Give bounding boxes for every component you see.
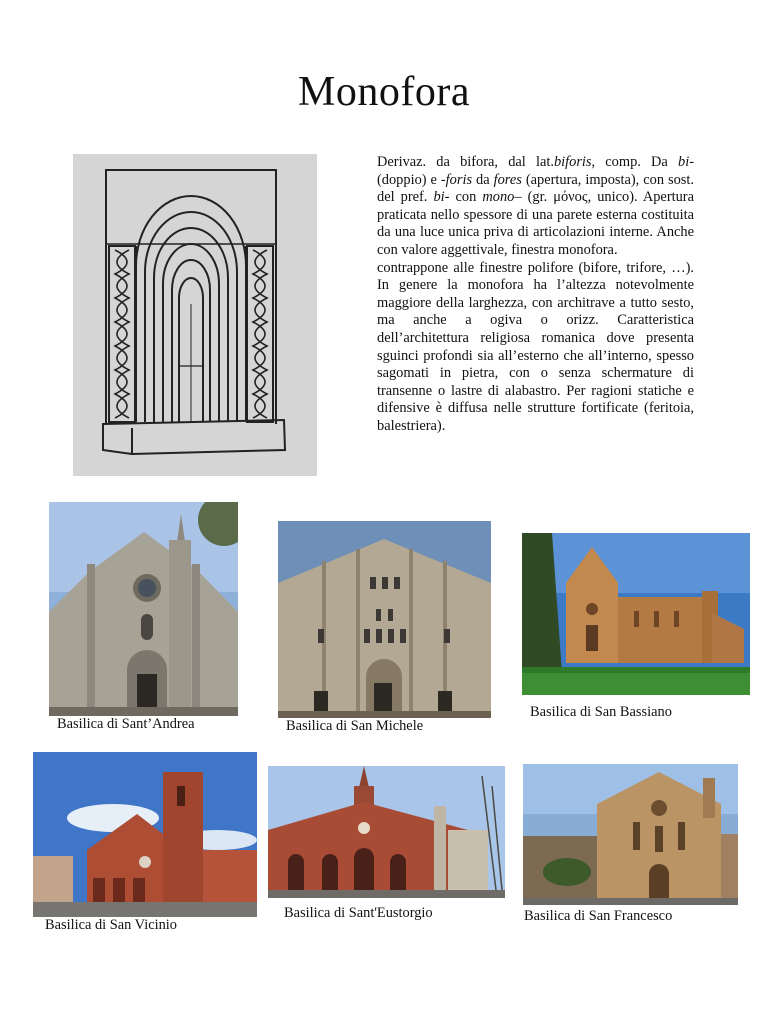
text-run: da xyxy=(472,171,494,188)
photo-san-francesco xyxy=(523,764,738,905)
photo-san-bassiano xyxy=(522,533,750,695)
description-paragraph-1 xyxy=(377,154,694,260)
description-paragraph-2: contrappone alle finestre polifore (bifore, trifore, …). In genere la monofora ha l’altezza notevolmente maggiore della larghezza, con architrave a tutto sesto, ma anche a ogiva o orizz. Caratteristica dell’architettura religiosa romanica dove presenta sguinci profondi sia all’esterno che all’interno, spesso sagomati in pietra, con o senza schermature di transenne o lastre di alabastro. Per ragioni statiche e difensive è diffusa nelle strutture fortificate (feritoia, balestriera). xyxy=(377,259,694,434)
photo-sant-andrea xyxy=(49,502,238,716)
photo-sant-eustorgio xyxy=(268,766,505,898)
photo-san-michele xyxy=(278,521,491,718)
text-run: – (gr. μόνος, unico). Apertura praticata nello spessore di una parete esterna costituita da una luce unica priva di articolazioni interne. Anche con valore aggettivale, finestra monofora. xyxy=(377,189,694,258)
text-run: Derivaz. da bifora, dal lat. xyxy=(377,154,554,170)
caption-san-bassiano: Basilica di San Bassiano xyxy=(530,704,672,720)
text-run: (doppio) e xyxy=(377,171,441,188)
italic-term: bi- xyxy=(678,154,694,170)
text-run: , comp. Da xyxy=(591,154,678,170)
caption-san-francesco: Basilica di San Francesco xyxy=(524,908,673,924)
description-text xyxy=(377,154,694,436)
text-run: (apertura, imposta), con sost. del pref. xyxy=(377,171,694,206)
italic-term: -foris xyxy=(440,171,473,188)
italic-term: fores xyxy=(493,171,522,188)
italic-term: mono xyxy=(482,189,515,206)
page-title: Monofora xyxy=(298,69,470,115)
monofora-drawing xyxy=(73,154,317,476)
caption-san-michele: Basilica di San Michele xyxy=(286,718,424,734)
italic-term: bi- xyxy=(433,189,450,206)
caption-san-vicinio: Basilica di San Vicinio xyxy=(45,917,177,933)
italic-term: biforis xyxy=(553,154,592,170)
caption-sant-eustorgio: Basilica di Sant'Eustorgio xyxy=(284,905,433,921)
text-run: con xyxy=(449,189,483,206)
photo-san-vicinio xyxy=(33,752,257,917)
caption-sant-andrea: Basilica di Sant’Andrea xyxy=(57,716,195,732)
